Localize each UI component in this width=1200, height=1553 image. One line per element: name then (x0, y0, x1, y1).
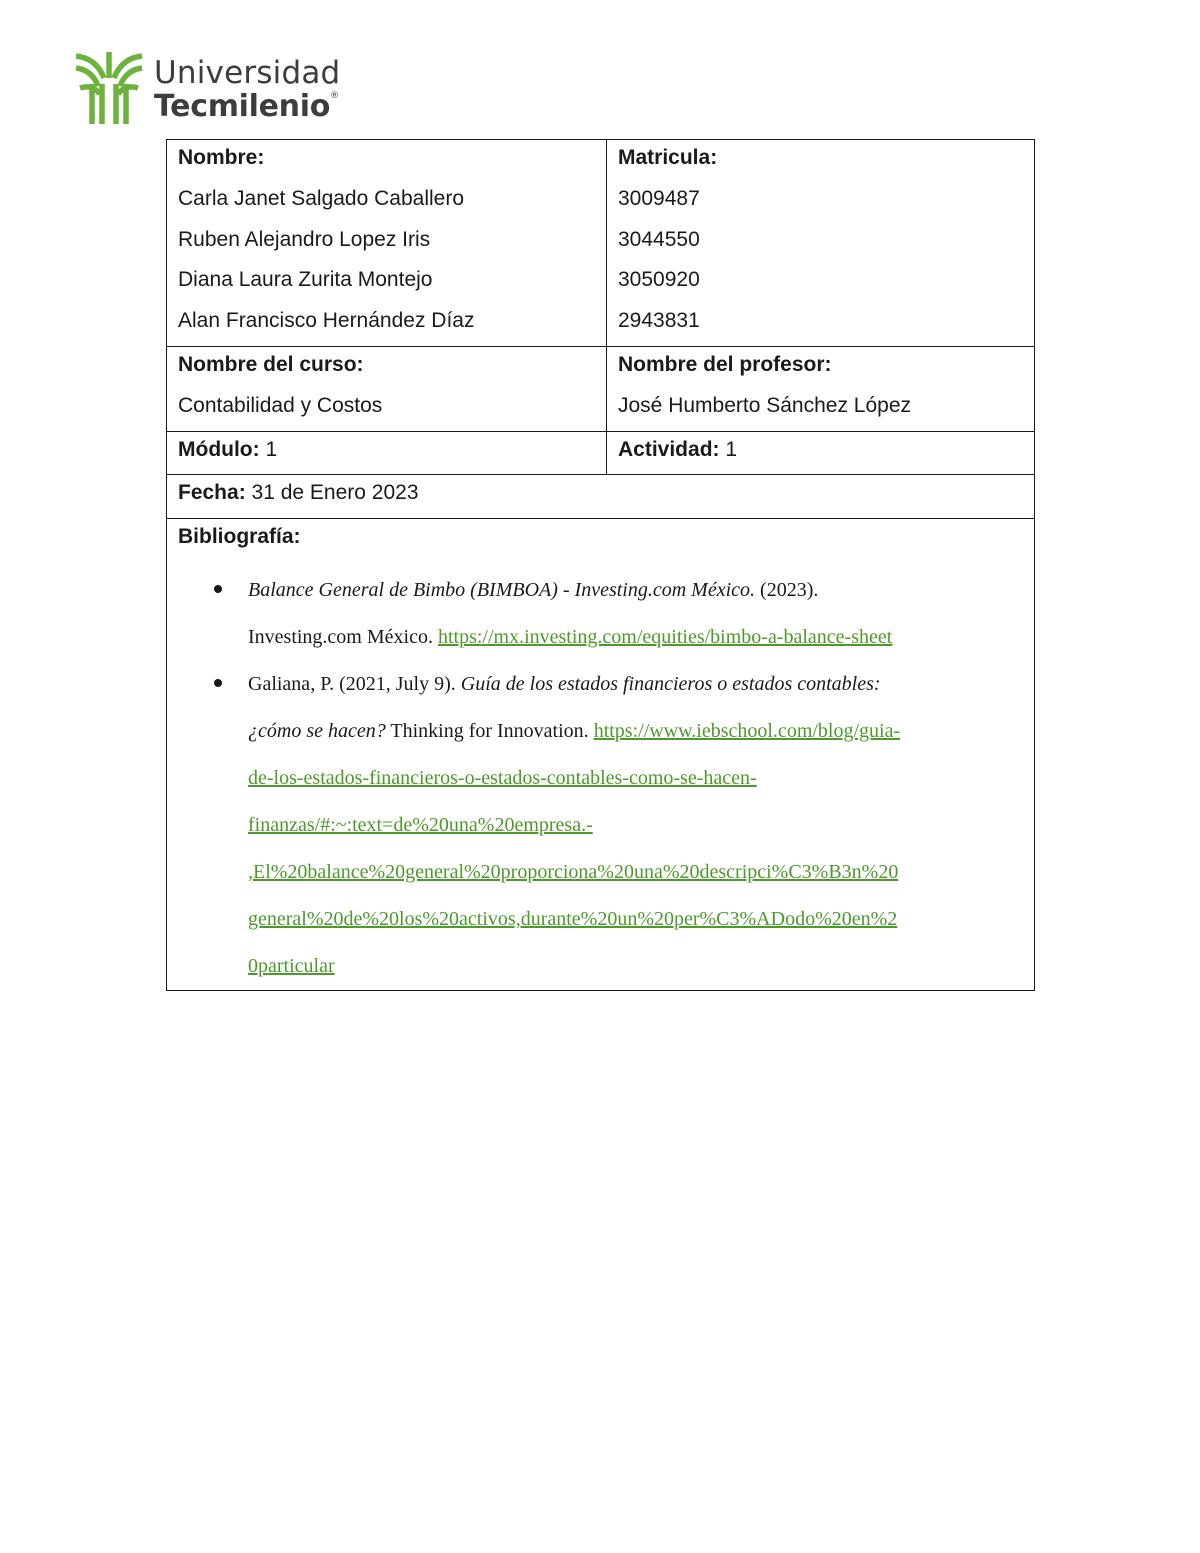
student-names-cell (167, 140, 607, 347)
bibliography-row (167, 519, 1035, 991)
module-row (167, 431, 1035, 475)
teacher-label: Nombre del profesor: (618, 352, 832, 376)
ref1-publisher: Investing.com México. (248, 626, 438, 649)
course-label: Nombre del curso: (178, 352, 364, 376)
reference-item (178, 661, 1024, 990)
student-id: 2943831 (618, 309, 700, 333)
module-value: 1 (259, 437, 278, 461)
logo-tecmilenio-text: Tecmilenio® (154, 89, 339, 124)
students-row (167, 140, 1035, 347)
ref2-title-part2: ¿cómo se hacen? (248, 720, 386, 743)
teacher-value: José Humberto Sánchez López (618, 393, 912, 417)
course-row (167, 346, 1035, 431)
ref2-link-part3[interactable]: finanzas/#:~:text=de%20una%20empresa.- (248, 814, 593, 837)
activity-value: 1 (719, 437, 738, 461)
activity-label: Actividad: (618, 437, 720, 461)
date-row (167, 475, 1035, 519)
reference-item (178, 567, 1024, 661)
ref2-title-part1: Guía de los estados financieros o estados contables: (460, 673, 881, 696)
ref2-link-part4[interactable]: ,El%20balance%20general%20proporciona%20una%20descripci%C3%B3n%20 (248, 861, 899, 884)
registered-mark: ® (330, 91, 339, 101)
bullet-icon (214, 679, 222, 687)
ref1-title: Balance General de Bimbo (BIMBOA) - Investing.com México. (248, 579, 756, 602)
reference-list (178, 567, 1024, 990)
name-label: Nombre: (178, 146, 265, 169)
bibliography-label: Bibliografía: (178, 525, 301, 549)
date-value: 31 de Enero 2023 (245, 481, 419, 505)
student-name: Alan Francisco Hernández Díaz (178, 309, 475, 333)
ref2-link-part6[interactable]: 0particular (248, 955, 335, 978)
date-label: Fecha: (178, 481, 246, 505)
ref2-publisher: Thinking for Innovation. (385, 720, 594, 743)
module-cell (167, 431, 607, 475)
ref2-link-part2[interactable]: de-los-estados-financieros-o-estados-contables-como-se-hacen- (248, 767, 757, 790)
student-id: 3050920 (618, 268, 700, 292)
student-id: 3044550 (618, 227, 700, 251)
activity-cell (607, 431, 1035, 475)
course-value: Contabilidad y Costos (178, 393, 383, 417)
bullet-icon (214, 585, 222, 593)
student-id: 3009487 (618, 186, 700, 210)
bibliography-cell (167, 519, 1035, 991)
date-cell (167, 475, 1035, 519)
ref2-link-part5[interactable]: general%20de%20los%20activos,durante%20un%20per%C3%ADodo%20en%2 (248, 908, 898, 931)
student-name: Carla Janet Salgado Caballero (178, 186, 465, 210)
module-label: Módulo: (178, 437, 260, 461)
tecmilenio-emblem-icon (72, 48, 146, 124)
teacher-cell (607, 346, 1035, 431)
cover-info-table (166, 139, 1035, 991)
student-name: Ruben Alejandro Lopez Iris (178, 227, 431, 251)
student-name: Diana Laura Zurita Montejo (178, 268, 433, 292)
ref1-year: (2023). (755, 579, 819, 602)
ref2-link-part1[interactable]: https://www.iebschool.com/blog/guia- (593, 720, 901, 743)
course-cell (167, 346, 607, 431)
matricula-label: Matricula: (618, 146, 718, 169)
ref1-link[interactable]: https://mx.investing.com/equities/bimbo-a-balance-sheet (437, 626, 893, 649)
university-logo (72, 48, 344, 136)
logo-university-text: Universidad (154, 55, 341, 91)
ref2-author: Galiana, P. (2021, July 9). (248, 673, 461, 696)
student-ids-cell (607, 140, 1035, 347)
